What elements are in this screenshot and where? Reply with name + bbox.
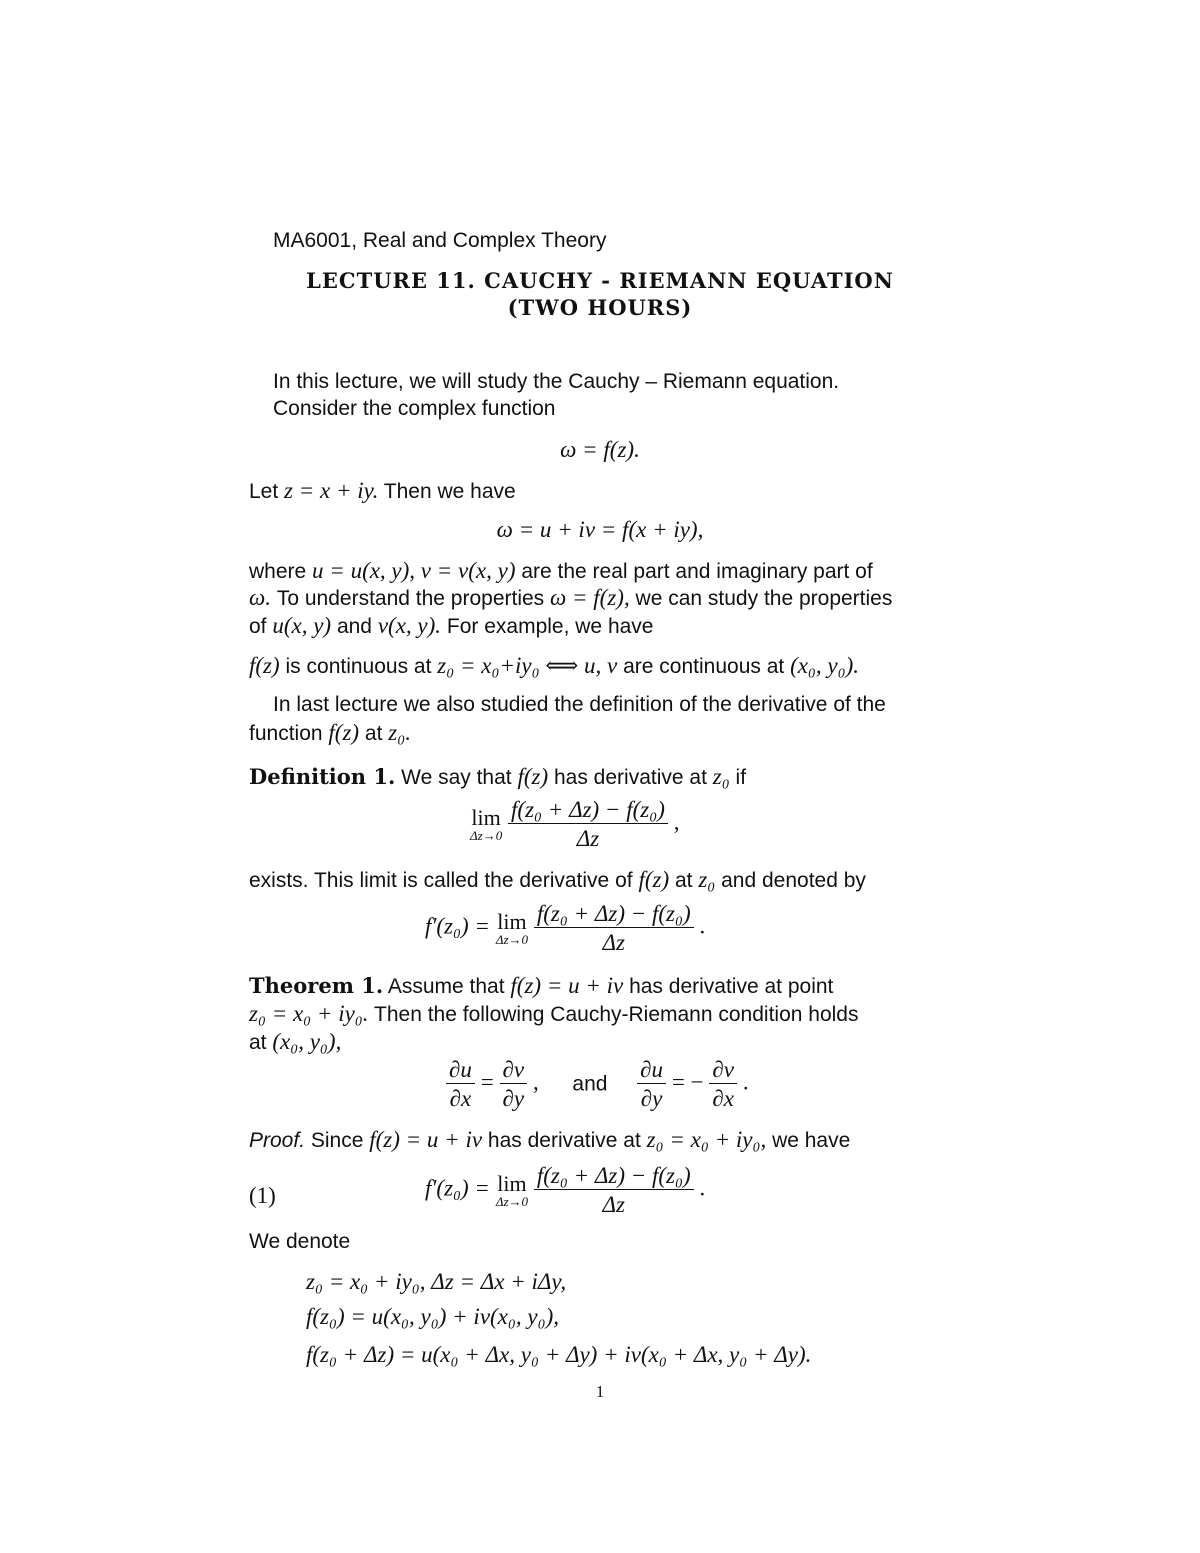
- p2-line2-equation: ω = f(z),: [550, 585, 630, 610]
- theorem-label: Theorem 1.: [249, 973, 384, 998]
- difference-quotient: [508, 798, 668, 850]
- quotient-denominator-2: Δz: [602, 930, 625, 955]
- denote-line-1: z₀ = x₀ + iy₀, Δz = Δx + iΔy,: [306, 1269, 567, 1294]
- derivative-equation: [425, 902, 705, 954]
- def-z0: z₀: [712, 764, 730, 789]
- theorem-1-line-1: [249, 974, 833, 997]
- du-dx-numerator: ∂u: [446, 1058, 475, 1084]
- lim-subscript-3: Δz→0: [495, 1193, 529, 1209]
- p3-z0: z₀.: [388, 720, 411, 745]
- def-text-a: We say that: [401, 766, 512, 789]
- paragraph-3-line-2: [249, 721, 411, 744]
- p3-at: at: [364, 722, 383, 745]
- dv-dy: [500, 1058, 528, 1110]
- equation-omega-2: ω = u + iv = f(x + iy),: [496, 517, 704, 542]
- lim-subscript: Δz→0: [470, 827, 503, 843]
- intro-line-1: In this lecture, we will study the Cauchy – Riemann equation.: [273, 370, 840, 393]
- definition-label: Definition 1.: [249, 764, 396, 789]
- lim-word-3: lim: [497, 1170, 527, 1196]
- page-number: 1: [595, 1382, 605, 1401]
- derivative-period: .: [699, 913, 706, 939]
- thm-text-a: Assume that: [387, 975, 505, 998]
- let-text: Let: [249, 480, 279, 503]
- cauchy-riemann-equations: [446, 1058, 749, 1110]
- course-header: MA6001, Real and Complex Theory: [273, 229, 607, 252]
- quotient-denominator: Δz: [576, 826, 600, 851]
- difference-quotient-2: [534, 902, 694, 954]
- theorem-1-line-2: [249, 1002, 858, 1025]
- cr-period: .: [742, 1069, 749, 1095]
- exists-at: at: [674, 869, 693, 892]
- proof-f-equation: f(z) = u + iv: [369, 1127, 483, 1152]
- p3-function: function: [249, 722, 323, 745]
- du-dy: [637, 1058, 666, 1110]
- dv-dx-denominator: ∂x: [712, 1086, 734, 1111]
- limit-operator-2: [495, 908, 529, 947]
- let-line: [249, 479, 516, 502]
- p2-of: of: [249, 615, 267, 638]
- denote-line-2: f(z₀) = u(x₀, y₀) + iv(x₀, y₀),: [306, 1304, 559, 1329]
- du-dy-numerator: ∂u: [637, 1058, 666, 1084]
- proof-text-b: has derivative at: [487, 1129, 641, 1152]
- thm-z0-equation: z₀ = x₀ + iy₀.: [249, 1001, 369, 1026]
- cont-point: (x₀, y₀).: [790, 653, 860, 678]
- def-fz: f(z): [517, 764, 549, 789]
- derivative-lhs: f′(z₀) =: [425, 913, 490, 939]
- continuity-statement: [249, 654, 859, 677]
- lecture-subtitle: (TWO HOURS): [507, 295, 693, 320]
- thm-text-c: Then the following Cauchy-Riemann condition holds: [374, 1003, 859, 1026]
- lecture-title: LECTURE 11. CAUCHY - RIEMANN EQUATION: [306, 268, 894, 293]
- lim-word-2: lim: [497, 908, 527, 934]
- proof-z0-equation: z₀ = x₀ + iy₀,: [646, 1127, 767, 1152]
- exists-line: [249, 868, 866, 891]
- exists-text-b: and denoted by: [721, 869, 866, 892]
- derivative-equation-1: [425, 1164, 705, 1216]
- proof-text-a: Since: [310, 1129, 364, 1152]
- dv-dx-numerator: ∂v: [709, 1058, 737, 1084]
- limit-operator-3: [495, 1170, 529, 1209]
- lim-word: lim: [471, 804, 501, 830]
- exists-z0: z₀: [698, 867, 716, 892]
- cont-fz: f(z): [249, 653, 280, 678]
- eq1-lhs: f′(z₀) =: [425, 1175, 490, 1201]
- p2-line2-text-a: To understand the properties: [276, 587, 545, 610]
- equation-omega: ω = f(z).: [560, 437, 640, 462]
- du-dx-denominator: ∂x: [449, 1086, 472, 1111]
- limit-comma: ,: [673, 809, 680, 835]
- let-equation: z = x + iy.: [284, 478, 379, 503]
- p2-and: and: [336, 615, 372, 638]
- cont-equation: z₀ = x₀+iy₀ ⟺ u, v: [437, 653, 618, 678]
- lim-subscript-2: Δz→0: [495, 931, 529, 947]
- quotient-numerator-2: f(z₀ + Δz) − f(z₀): [534, 902, 694, 928]
- du-dx: [446, 1058, 475, 1110]
- definition-1: [249, 765, 746, 788]
- du-dy-denominator: ∂y: [640, 1086, 663, 1111]
- paragraph-3-line-1: In last lecture we also studied the definition of the derivative of the: [273, 693, 886, 716]
- proof-line-1: [249, 1128, 850, 1151]
- p2-line1-text: are the real part and imaginary part of: [521, 560, 873, 583]
- equation-number-1: (1): [249, 1183, 276, 1208]
- intro-line-2: Consider the complex function: [273, 397, 556, 420]
- p2-example: For example, we have: [446, 615, 654, 638]
- p2-omega: ω.: [249, 585, 271, 610]
- eq1-period: .: [699, 1175, 706, 1201]
- quotient-numerator-3: f(z₀ + Δz) − f(z₀): [534, 1164, 694, 1190]
- p2-line2-text-b: we can study the properties: [635, 587, 893, 610]
- theorem-1-line-3: [249, 1030, 341, 1053]
- cont-text-a: is continuous at: [285, 655, 432, 678]
- dv-dy-numerator: ∂v: [500, 1058, 528, 1084]
- exists-text-a: exists. This limit is called the derivative of: [249, 869, 633, 892]
- quotient-numerator: f(z₀ + Δz) − f(z₀): [508, 798, 668, 824]
- difference-quotient-3: [534, 1164, 694, 1216]
- cr-and: and: [572, 1072, 608, 1096]
- thm-point: (x₀, y₀),: [272, 1029, 342, 1054]
- proof-text-c: we have: [772, 1129, 851, 1152]
- paragraph-2-line-2: [249, 586, 892, 609]
- dv-dx: [709, 1058, 737, 1110]
- proof-label: Proof.: [249, 1129, 306, 1152]
- paragraph-2-line-1: [249, 559, 873, 582]
- then-text: Then we have: [383, 480, 516, 503]
- thm-text-b: has derivative at point: [629, 975, 834, 998]
- thm-at: at: [249, 1031, 267, 1054]
- we-denote: We denote: [249, 1230, 351, 1253]
- cr-comma: ,: [532, 1069, 539, 1095]
- denote-line-3: f(z₀ + Δz) = u(x₀ + Δx, y₀ + Δy) + iv(x₀ + Δx, y₀ + Δy).: [306, 1342, 812, 1367]
- limit-equation-1: [470, 798, 679, 850]
- def-text-b: has derivative at: [553, 766, 707, 789]
- p2-where: where: [249, 560, 307, 583]
- p2-v-xy: v(x, y).: [377, 613, 442, 638]
- def-text-c: if: [735, 766, 747, 789]
- thm-f-equation: f(z) = u + iv: [510, 973, 624, 998]
- p3-fz: f(z): [328, 720, 360, 745]
- p2-uv-equation: u = u(x, y), v = v(x, y): [312, 558, 516, 583]
- quotient-denominator-3: Δz: [602, 1192, 625, 1217]
- exists-fz: f(z): [638, 867, 670, 892]
- cr-equals-minus: = −: [671, 1069, 704, 1095]
- p2-u-xy: u(x, y): [272, 613, 332, 638]
- dv-dy-denominator: ∂y: [502, 1086, 525, 1111]
- paragraph-2-line-3: [249, 614, 654, 637]
- cr-equals-1: =: [480, 1069, 494, 1095]
- cont-text-b: are continuous at: [623, 655, 785, 678]
- limit-operator: [470, 804, 503, 843]
